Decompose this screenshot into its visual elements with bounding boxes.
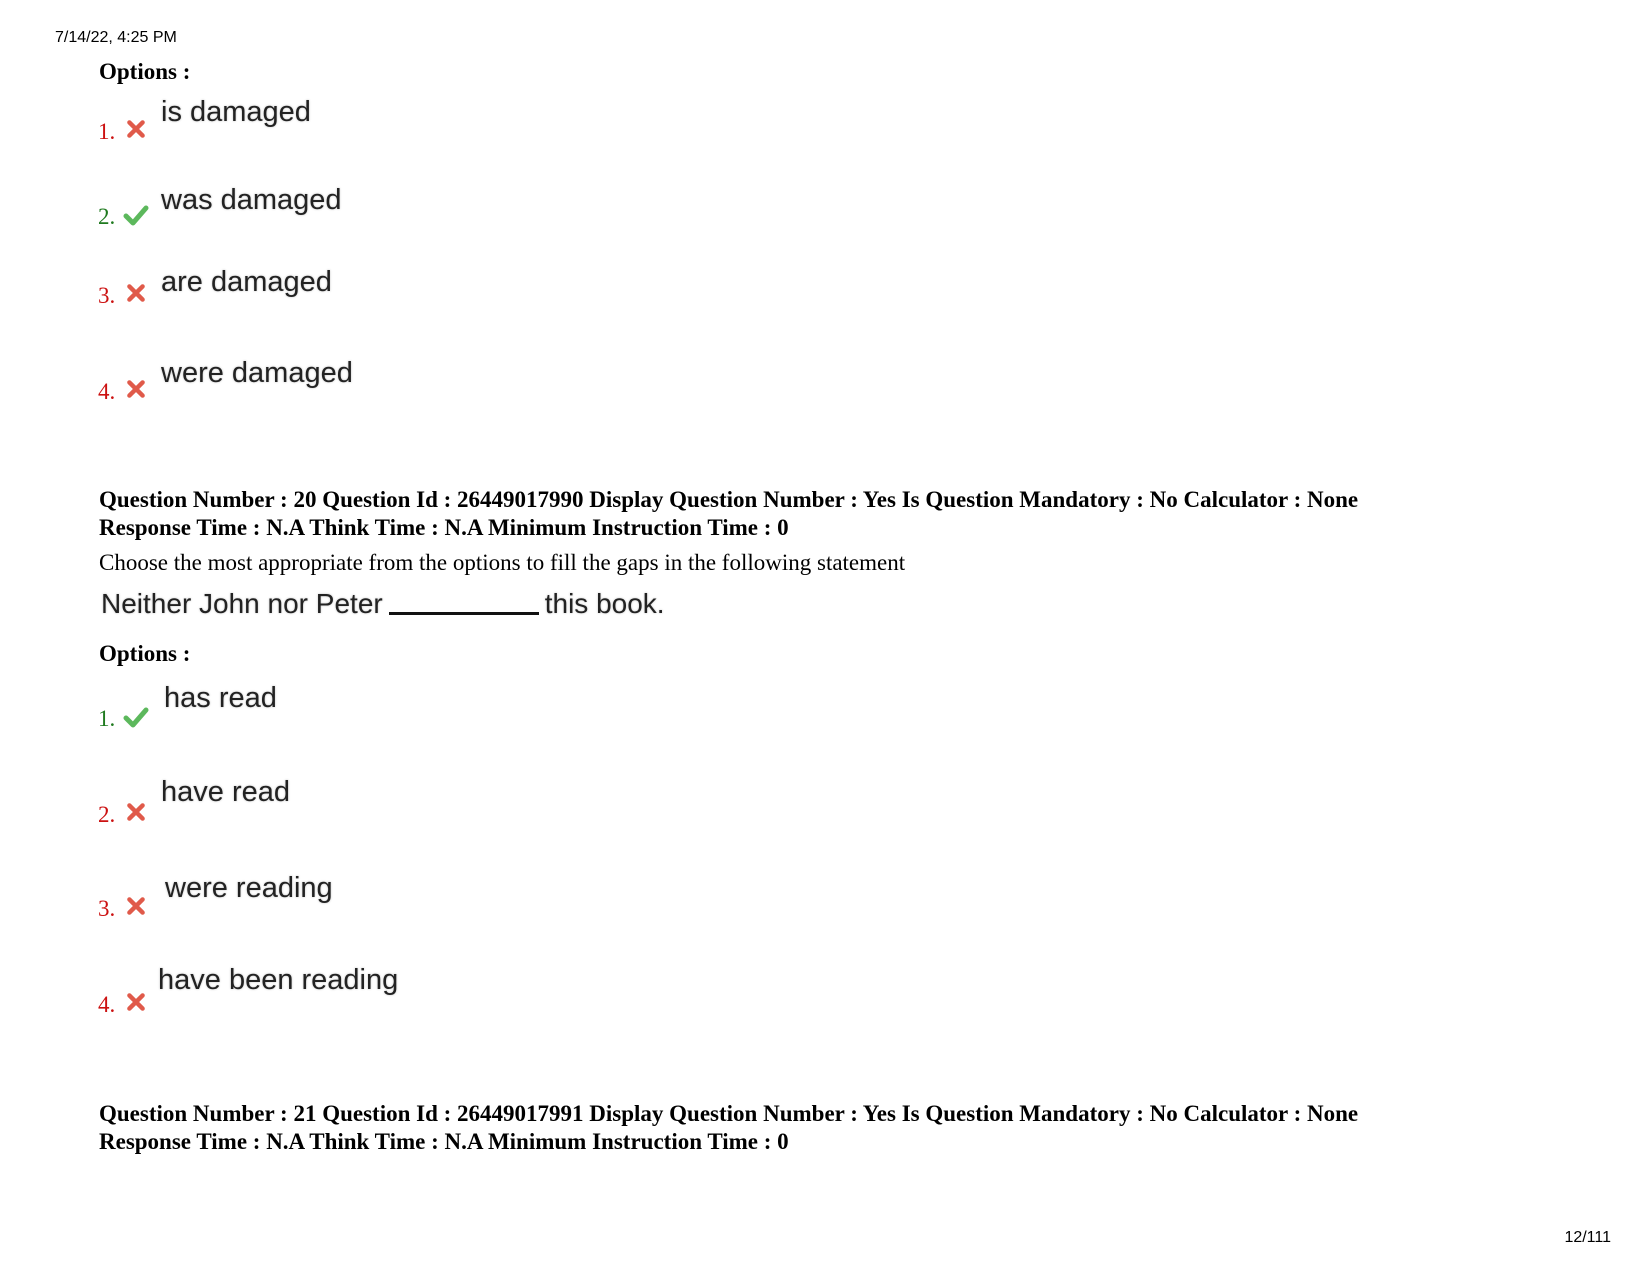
cross-icon [125, 801, 147, 823]
page-number: 12/111 [1564, 1229, 1611, 1246]
checkmark-icon [123, 705, 149, 729]
question-meta-line: Response Time : N.A Think Time : N.A Minimum Instruction Time : 0 [99, 515, 789, 540]
option-number: 3. [98, 283, 116, 308]
question-meta [99, 1100, 1358, 1156]
cross-icon [125, 378, 147, 400]
cross-icon [125, 991, 147, 1013]
option-number: 3. [98, 896, 116, 921]
option-number: 2. [98, 802, 116, 827]
option-text: are damaged [161, 266, 332, 298]
option-text: were reading [165, 872, 333, 904]
question-meta [99, 486, 1358, 542]
option-text: has read [164, 682, 277, 714]
option-number: 1. [98, 706, 116, 731]
question-meta-line: Question Number : 20 Question Id : 26449017990 Display Question Number : Yes Is Question Mandatory : No Calculator : None [99, 487, 1359, 512]
option-text: were damaged [161, 357, 353, 389]
question-meta-line: Response Time : N.A Think Time : N.A Minimum Instruction Time : 0 [99, 1129, 789, 1154]
print-timestamp: 7/14/22, 4:25 PM [55, 29, 177, 46]
statement-after-blank: this book. [544, 588, 665, 619]
statement-before-blank: Neither John nor Peter [101, 588, 383, 619]
options-heading: Options : [99, 59, 191, 84]
option-text: have read [161, 776, 290, 808]
option-text: was damaged [161, 184, 342, 216]
question-instruction: Choose the most appropriate from the options to fill the gaps in the following statement [99, 550, 906, 575]
cross-icon [125, 282, 147, 304]
option-number: 2. [98, 204, 116, 229]
option-number: 1. [98, 119, 116, 144]
option-number: 4. [98, 992, 116, 1017]
question-meta-line: Question Number : 21 Question Id : 26449017991 Display Question Number : Yes Is Question Mandatory : No Calculator : None [99, 1101, 1359, 1126]
option-number: 4. [98, 379, 116, 404]
option-text: have been reading [158, 964, 399, 996]
fill-blank [389, 612, 539, 615]
checkmark-icon [123, 203, 149, 227]
option-text: is damaged [161, 96, 311, 128]
cross-icon [125, 118, 147, 140]
cross-icon [125, 895, 147, 917]
question-statement [101, 588, 665, 620]
options-heading: Options : [99, 641, 191, 666]
